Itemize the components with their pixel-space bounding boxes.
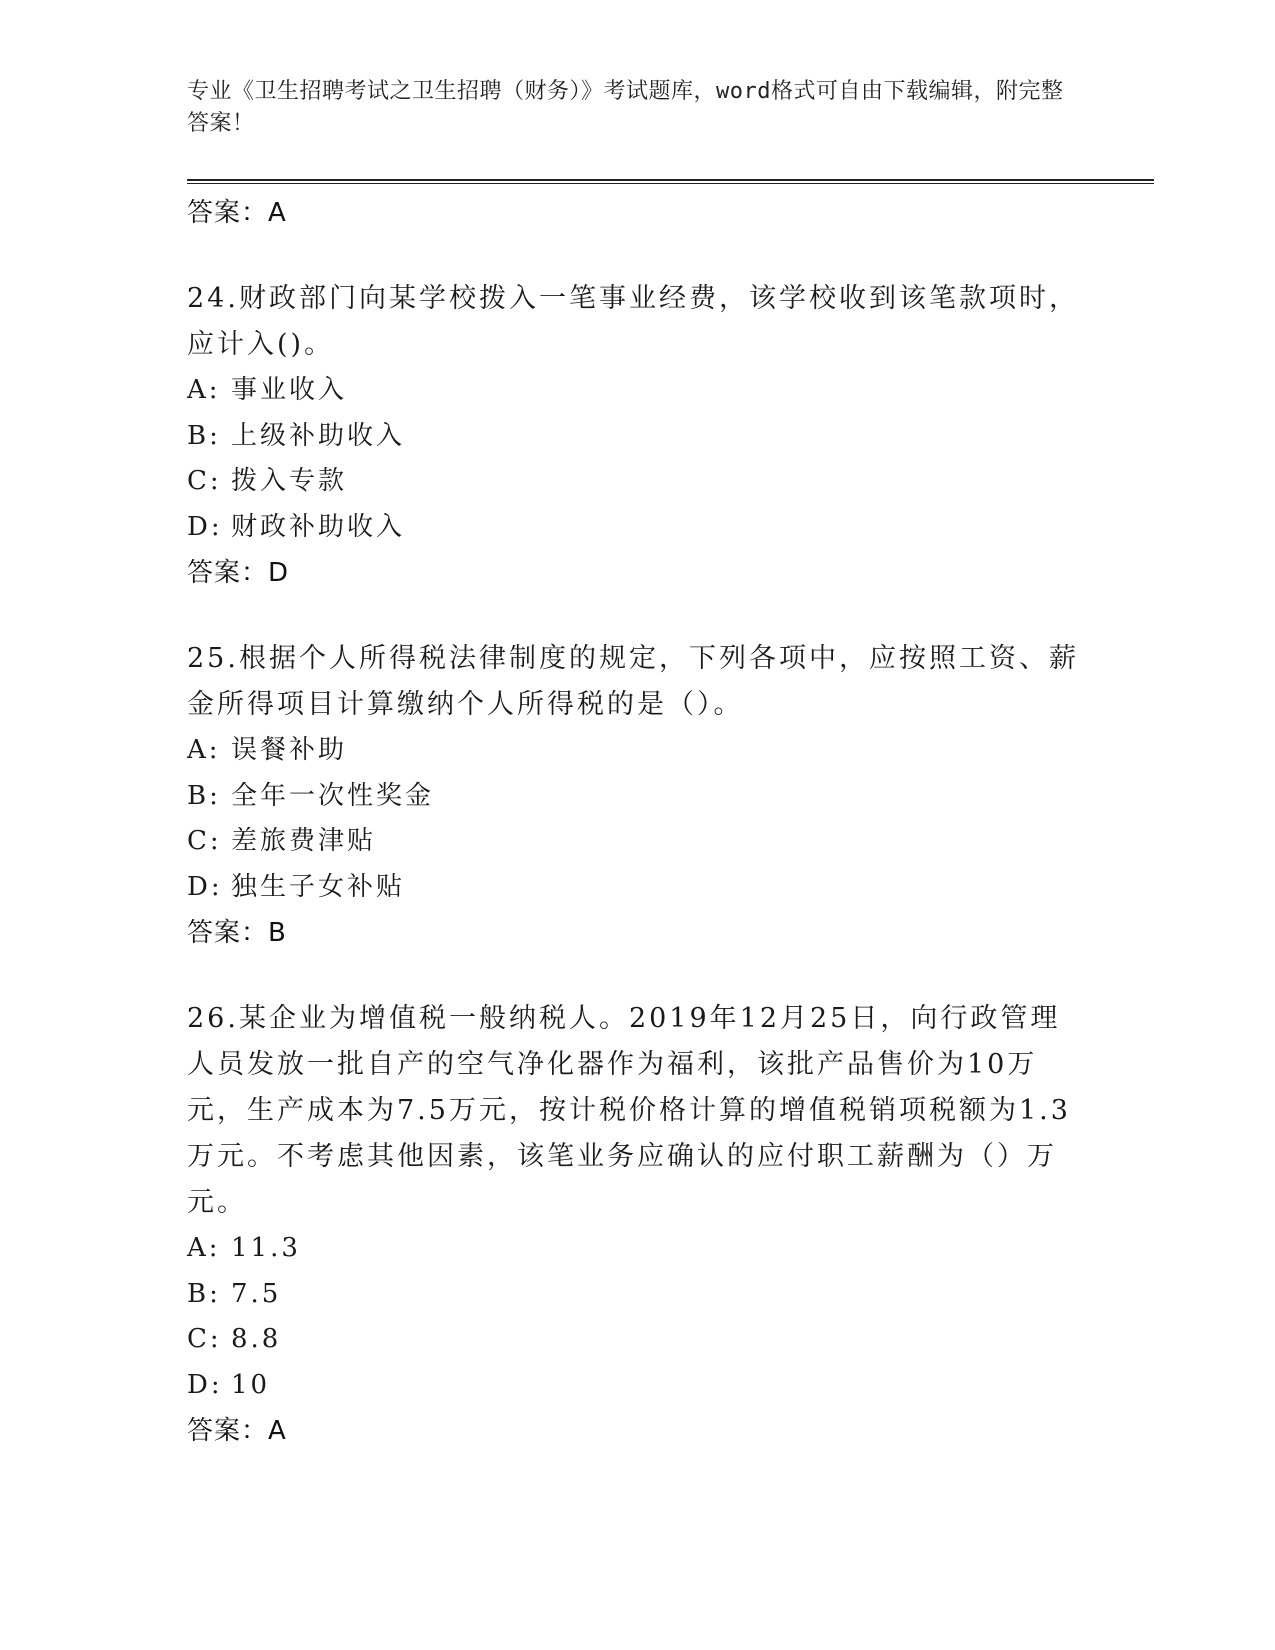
option-text: 7.5 <box>231 1278 282 1309</box>
question-stem: 25.根据个人所得税法律制度的规定，下列各项中，应按照工资、薪金所得项目计算缴纳个人所得税的是（）。 <box>187 643 1079 720</box>
question-list <box>187 190 1087 1454</box>
option-key: A: <box>187 375 221 405</box>
option-key: A: <box>187 735 221 765</box>
option-c <box>187 459 1087 505</box>
option-key: B: <box>187 1278 221 1309</box>
option-text: 10 <box>231 1369 271 1400</box>
option-b <box>187 414 1087 460</box>
header-rule-thin <box>187 183 1154 184</box>
option-key: D: <box>187 511 223 542</box>
option-key: C: <box>187 466 222 496</box>
option-c <box>187 1317 1087 1363</box>
question-stem: 26.某企业为增值税一般纳税人。2019年12月25日，向行政管理人员发放一批自产的空气净化器作为福利，该批产品售价为10万元，生产成本为7.5万元，按计税价格计算的增值税销项税额为1.3万元。不考虑其他因素，该笔业务应确认的应付职工薪酬为（）万元。 <box>187 1003 1071 1218</box>
option-key: C: <box>187 1324 222 1354</box>
previous-answer: 答案：A <box>187 198 287 228</box>
header-rule-thick <box>187 179 1154 181</box>
option-b <box>187 1272 1087 1318</box>
option-key: B: <box>187 780 221 811</box>
option-text: 8.8 <box>231 1324 282 1354</box>
option-a <box>187 368 1087 414</box>
option-text: 上级补助收入 <box>231 420 406 451</box>
option-text: 11.3 <box>231 1233 301 1263</box>
option-d <box>187 505 1087 551</box>
option-text: 差旅费津贴 <box>231 826 377 856</box>
question-26 <box>187 996 1087 1454</box>
option-key: A: <box>187 1233 221 1263</box>
option-text: 拨入专款 <box>231 466 348 496</box>
header-note: 专业《卫生招聘考试之卫生招聘（财务）》考试题库，word格式可自由下载编辑，附完整答案！ <box>187 79 1064 136</box>
option-key: B: <box>187 420 221 451</box>
answer-line: 答案：D <box>187 558 290 588</box>
option-b <box>187 774 1087 820</box>
option-a <box>187 1226 1087 1272</box>
option-d <box>187 865 1087 911</box>
answer-line: 答案：A <box>187 1416 287 1446</box>
option-text: 全年一次性奖金 <box>231 780 435 811</box>
option-d <box>187 1363 1087 1409</box>
option-key: D: <box>187 871 223 902</box>
option-key: C: <box>187 826 222 856</box>
answer-line: 答案：B <box>187 918 287 948</box>
question-25 <box>187 636 1087 956</box>
option-c <box>187 819 1087 865</box>
option-text: 财政补助收入 <box>231 511 406 542</box>
option-text: 事业收入 <box>231 375 348 405</box>
option-text: 独生子女补贴 <box>231 871 406 902</box>
question-stem: 24.财政部门向某学校拨入一笔事业经费，该学校收到该笔款项时，应计入()。 <box>187 283 1079 360</box>
option-text: 误餐补助 <box>231 735 348 765</box>
question-24 <box>187 276 1087 596</box>
option-a <box>187 728 1087 774</box>
option-key: D: <box>187 1369 223 1400</box>
